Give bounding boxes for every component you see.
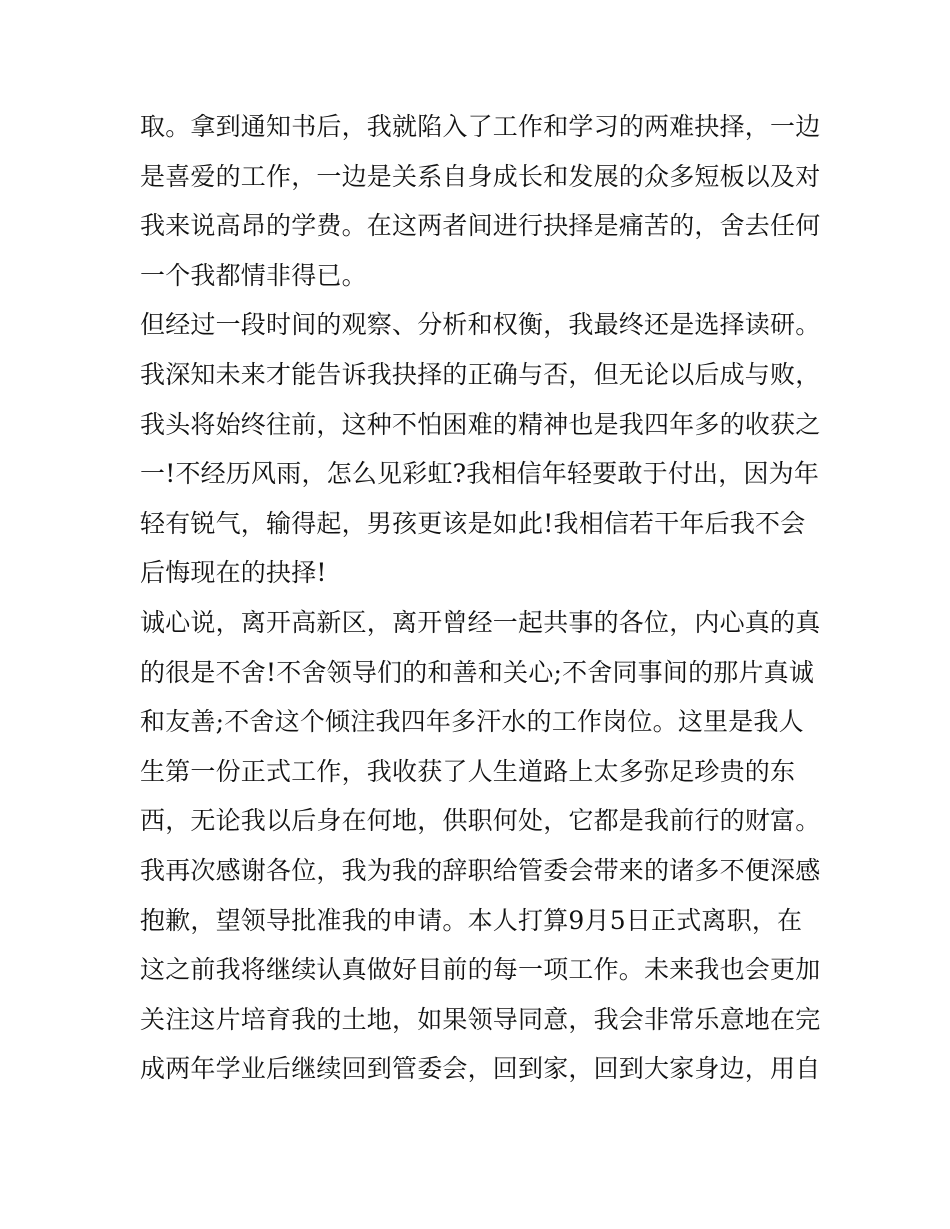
text-line: 但经过一段时间的观察、分析和权衡，我最终还是选择读研。 — [140, 310, 821, 340]
text-line: 关注这片培育我的土地，如果领导同意，我会非常乐意地在完 — [140, 1004, 821, 1034]
text-line: 一!不经历风雨，怎么见彩虹?我相信年轻要敢于付出，因为年 — [140, 459, 820, 489]
text-line: 我深知未来才能告诉我抉择的正确与否，但无论以后成与败， — [140, 359, 821, 389]
text-line: 和友善;不舍这个倾注我四年多汗水的工作岗位。这里是我人 — [140, 707, 804, 737]
text-line: 我头将始终往前，这种不怕困难的精神也是我四年多的收获之 — [140, 409, 821, 439]
text-line: 我再次感谢各位，我为我的辞职给管委会带来的诸多不便深感 — [140, 855, 821, 885]
text-line: 轻有锐气，输得起，男孩更该是如此!我相信若干年后我不会 — [140, 508, 806, 538]
text-line: 西，无论我以后身在何地，供职何处，它都是我前行的财富。 — [140, 806, 821, 836]
text-line: 成两年学业后继续回到管委会，回到家，回到大家身边，用自 — [140, 1054, 821, 1084]
text-line: 我来说高昂的学费。在这两者间进行抉择是痛苦的，舍去任何 — [140, 211, 821, 241]
text-line: 一个我都情非得已。 — [140, 260, 367, 290]
text-line: 取。拿到通知书后，我就陷入了工作和学习的两难抉择，一边 — [140, 112, 821, 141]
text-line: 这之前我将继续认真做好目前的每一项工作。未来我也会更加 — [140, 955, 821, 985]
text-line: 的很是不舍!不舍领导们的和善和关心;不舍同事间的那片真诚 — [140, 657, 815, 687]
text-line: 生第一份正式工作，我收获了人生道路上太多弥足珍贵的东 — [140, 756, 796, 786]
body-text — [140, 102, 820, 1094]
text-line: 是喜爱的工作，一边是关系自身成长和发展的众多短板以及对 — [140, 161, 821, 191]
text-line: 后悔现在的抉择! — [140, 558, 327, 588]
text-line: 诚心说，离开高新区，离开曾经一起共事的各位，内心真的真 — [140, 607, 821, 637]
text-line: 抱歉，望领导批准我的申请。本人打算9月5日正式离职，在 — [140, 905, 803, 935]
